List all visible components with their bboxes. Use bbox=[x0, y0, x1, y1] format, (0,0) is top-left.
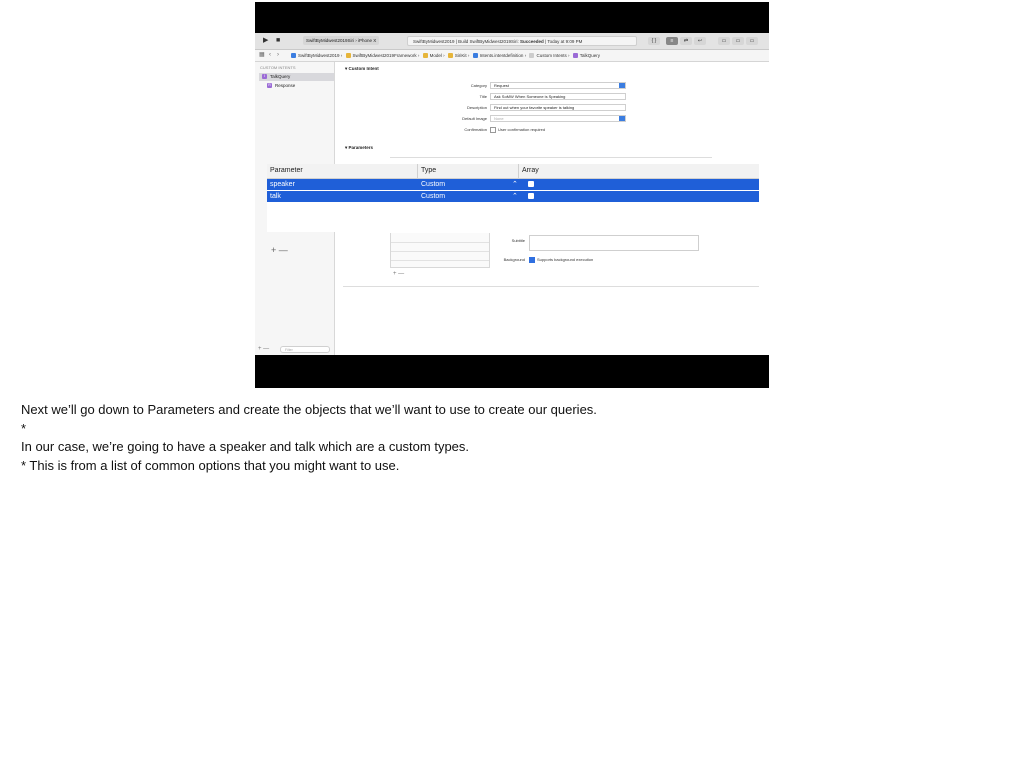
parameter-name[interactable]: talk bbox=[270, 193, 281, 200]
response-badge-icon: R bbox=[268, 83, 271, 88]
back-button[interactable]: ‹ bbox=[269, 52, 271, 58]
nav-item-label: TalkQuery bbox=[270, 74, 291, 79]
intent-badge-icon: I bbox=[262, 74, 267, 79]
assistant-editor-button[interactable]: ⇄ bbox=[680, 37, 692, 45]
parameter-type[interactable]: Custom bbox=[421, 193, 446, 200]
breadcrumb-sirikit[interactable]: SiriKit › bbox=[448, 50, 470, 61]
table-header bbox=[267, 164, 759, 179]
run-button[interactable]: ▶ bbox=[263, 37, 269, 44]
parameters-heading[interactable]: ▾ Parameters bbox=[345, 145, 374, 150]
notes-line: In our case, we’re going to have a speaker and talk which are a custom types. bbox=[21, 439, 470, 454]
chevron-updown-icon bbox=[619, 116, 625, 121]
related-items-icon[interactable]: ▦ bbox=[259, 52, 265, 58]
notes-line: * This is from a list of common options that you might want to use. bbox=[21, 457, 400, 473]
standard-editor-button[interactable]: ≡ bbox=[666, 37, 678, 45]
project-icon bbox=[291, 53, 296, 58]
array-checkbox[interactable] bbox=[528, 193, 534, 199]
default-image-select[interactable] bbox=[490, 115, 626, 122]
presenter-notes bbox=[21, 401, 597, 475]
confirmation-checkbox[interactable] bbox=[490, 127, 545, 133]
chevron-updown-icon bbox=[619, 83, 625, 88]
jump-bar bbox=[255, 50, 769, 62]
device-name: iPhone X bbox=[358, 38, 377, 43]
version-editor-button[interactable]: ↩ bbox=[694, 37, 706, 45]
background-checkbox[interactable] bbox=[529, 257, 593, 263]
chevron-updown-icon[interactable]: ⌃ bbox=[512, 181, 518, 188]
background-label: Background bbox=[503, 257, 525, 262]
slide-image bbox=[255, 2, 769, 388]
library-button[interactable]: { } bbox=[648, 37, 660, 45]
breadcrumb-label: SwiftByMidwest2019 bbox=[298, 53, 340, 58]
checkbox-checked-icon bbox=[529, 257, 535, 263]
add-remove-lower-buttons[interactable]: + — bbox=[393, 271, 405, 277]
breadcrumb-intentdefinition[interactable]: Intents.intentdefinition › bbox=[473, 50, 527, 61]
array-checkbox[interactable] bbox=[528, 181, 534, 187]
breadcrumb-framework[interactable]: SwiftByMidwest2019Framework › bbox=[346, 50, 420, 61]
nav-item-response[interactable] bbox=[267, 82, 295, 90]
breadcrumb-label: TalkQuery bbox=[579, 53, 600, 58]
column-divider bbox=[417, 164, 418, 178]
notes-line: * bbox=[21, 420, 27, 436]
divider bbox=[391, 251, 489, 252]
stop-button[interactable]: ■ bbox=[276, 37, 281, 44]
parameter-type[interactable]: Custom bbox=[421, 181, 446, 188]
category-select[interactable] bbox=[490, 82, 626, 89]
category-label: Category bbox=[470, 83, 487, 88]
subtitle-field[interactable] bbox=[529, 235, 699, 251]
column-header-parameter[interactable]: Parameter bbox=[270, 167, 303, 174]
nav-section-header: CUSTOM INTENTS bbox=[260, 65, 296, 70]
table-row[interactable] bbox=[267, 179, 759, 190]
divider bbox=[390, 157, 712, 158]
default-image-label: Default Image bbox=[462, 116, 487, 121]
add-remove-parameter-buttons[interactable]: + — bbox=[271, 245, 288, 255]
parameter-name[interactable]: speaker bbox=[270, 181, 295, 188]
category-value: Request bbox=[494, 83, 509, 88]
status-prefix: SwiftByMidwest2019 | Build SwiftByMidwest2019Siri: bbox=[413, 39, 519, 44]
description-field[interactable]: Find out when your favorite speaker is talking bbox=[490, 104, 626, 111]
breadcrumb-project[interactable]: SwiftByMidwest2019 › bbox=[291, 50, 342, 61]
breadcrumb-label: Intents.intentdefinition bbox=[479, 53, 524, 58]
breadcrumb-label: Model bbox=[429, 53, 442, 58]
folder-icon bbox=[346, 53, 351, 58]
breadcrumb bbox=[291, 50, 602, 61]
status-time: | Today at 9:09 PM bbox=[545, 39, 583, 44]
subtitle-label: Subtitle bbox=[511, 238, 525, 243]
scheme-name: SwiftByMidwest2019Siri bbox=[306, 38, 355, 43]
breadcrumb-model[interactable]: Model › bbox=[423, 50, 445, 61]
add-remove-intent-buttons[interactable]: + — bbox=[258, 346, 270, 352]
navigator-toggle-button[interactable]: ▭ bbox=[718, 37, 730, 45]
group-icon bbox=[529, 53, 534, 58]
inspector-toggle-button[interactable]: ▭ bbox=[746, 37, 758, 45]
table-row[interactable] bbox=[267, 191, 759, 202]
column-divider bbox=[518, 164, 519, 178]
divider bbox=[343, 286, 759, 287]
folder-icon bbox=[423, 53, 428, 58]
parameters-table bbox=[267, 164, 759, 232]
toolbar bbox=[255, 33, 769, 50]
checkbox-icon bbox=[490, 127, 496, 133]
section-title: Parameters bbox=[348, 145, 374, 150]
breadcrumb-custom-intents[interactable]: Custom Intents › bbox=[529, 50, 569, 61]
file-icon bbox=[473, 53, 478, 58]
column-header-array[interactable]: Array bbox=[522, 167, 539, 174]
breadcrumb-talkquery[interactable] bbox=[573, 50, 600, 61]
confirmation-label: Confirmation bbox=[464, 127, 487, 132]
breadcrumb-label: SwiftByMidwest2019Framework bbox=[352, 53, 417, 58]
intent-icon bbox=[573, 53, 578, 58]
breadcrumb-label: SiriKit bbox=[454, 53, 467, 58]
column-header-type[interactable]: Type bbox=[421, 167, 437, 174]
custom-intent-heading[interactable]: ▾ Custom Intent bbox=[345, 66, 379, 71]
section-title: Custom Intent bbox=[348, 66, 379, 71]
status-result: Succeeded bbox=[519, 39, 544, 44]
debug-toggle-button[interactable]: ▭ bbox=[732, 37, 744, 45]
title-field[interactable]: Ask SoMW When Someone is Speaking bbox=[490, 93, 626, 100]
nav-item-talkquery[interactable] bbox=[259, 73, 334, 81]
nav-item-label: Response bbox=[275, 83, 296, 88]
scheme-selector[interactable]: SwiftByMidwest2019Siri › iPhone X bbox=[303, 36, 379, 45]
forward-button[interactable]: › bbox=[277, 52, 279, 58]
chevron-updown-icon[interactable]: ⌃ bbox=[512, 193, 518, 200]
description-label: Description bbox=[466, 105, 487, 110]
background-text: Supports background execution bbox=[537, 257, 594, 263]
activity-status bbox=[407, 36, 637, 46]
folder-icon bbox=[448, 53, 453, 58]
xcode-window bbox=[255, 33, 769, 355]
confirmation-text: User confirmation required bbox=[498, 127, 546, 133]
notes-line: Next we’ll go down to Parameters and create the objects that we’ll want to use to create our queries. bbox=[21, 402, 597, 417]
title-label: Title bbox=[479, 94, 487, 99]
filter-input[interactable]: Filter bbox=[280, 346, 330, 353]
default-image-value: None bbox=[494, 116, 504, 121]
breadcrumb-label: Custom Intents bbox=[536, 53, 567, 58]
